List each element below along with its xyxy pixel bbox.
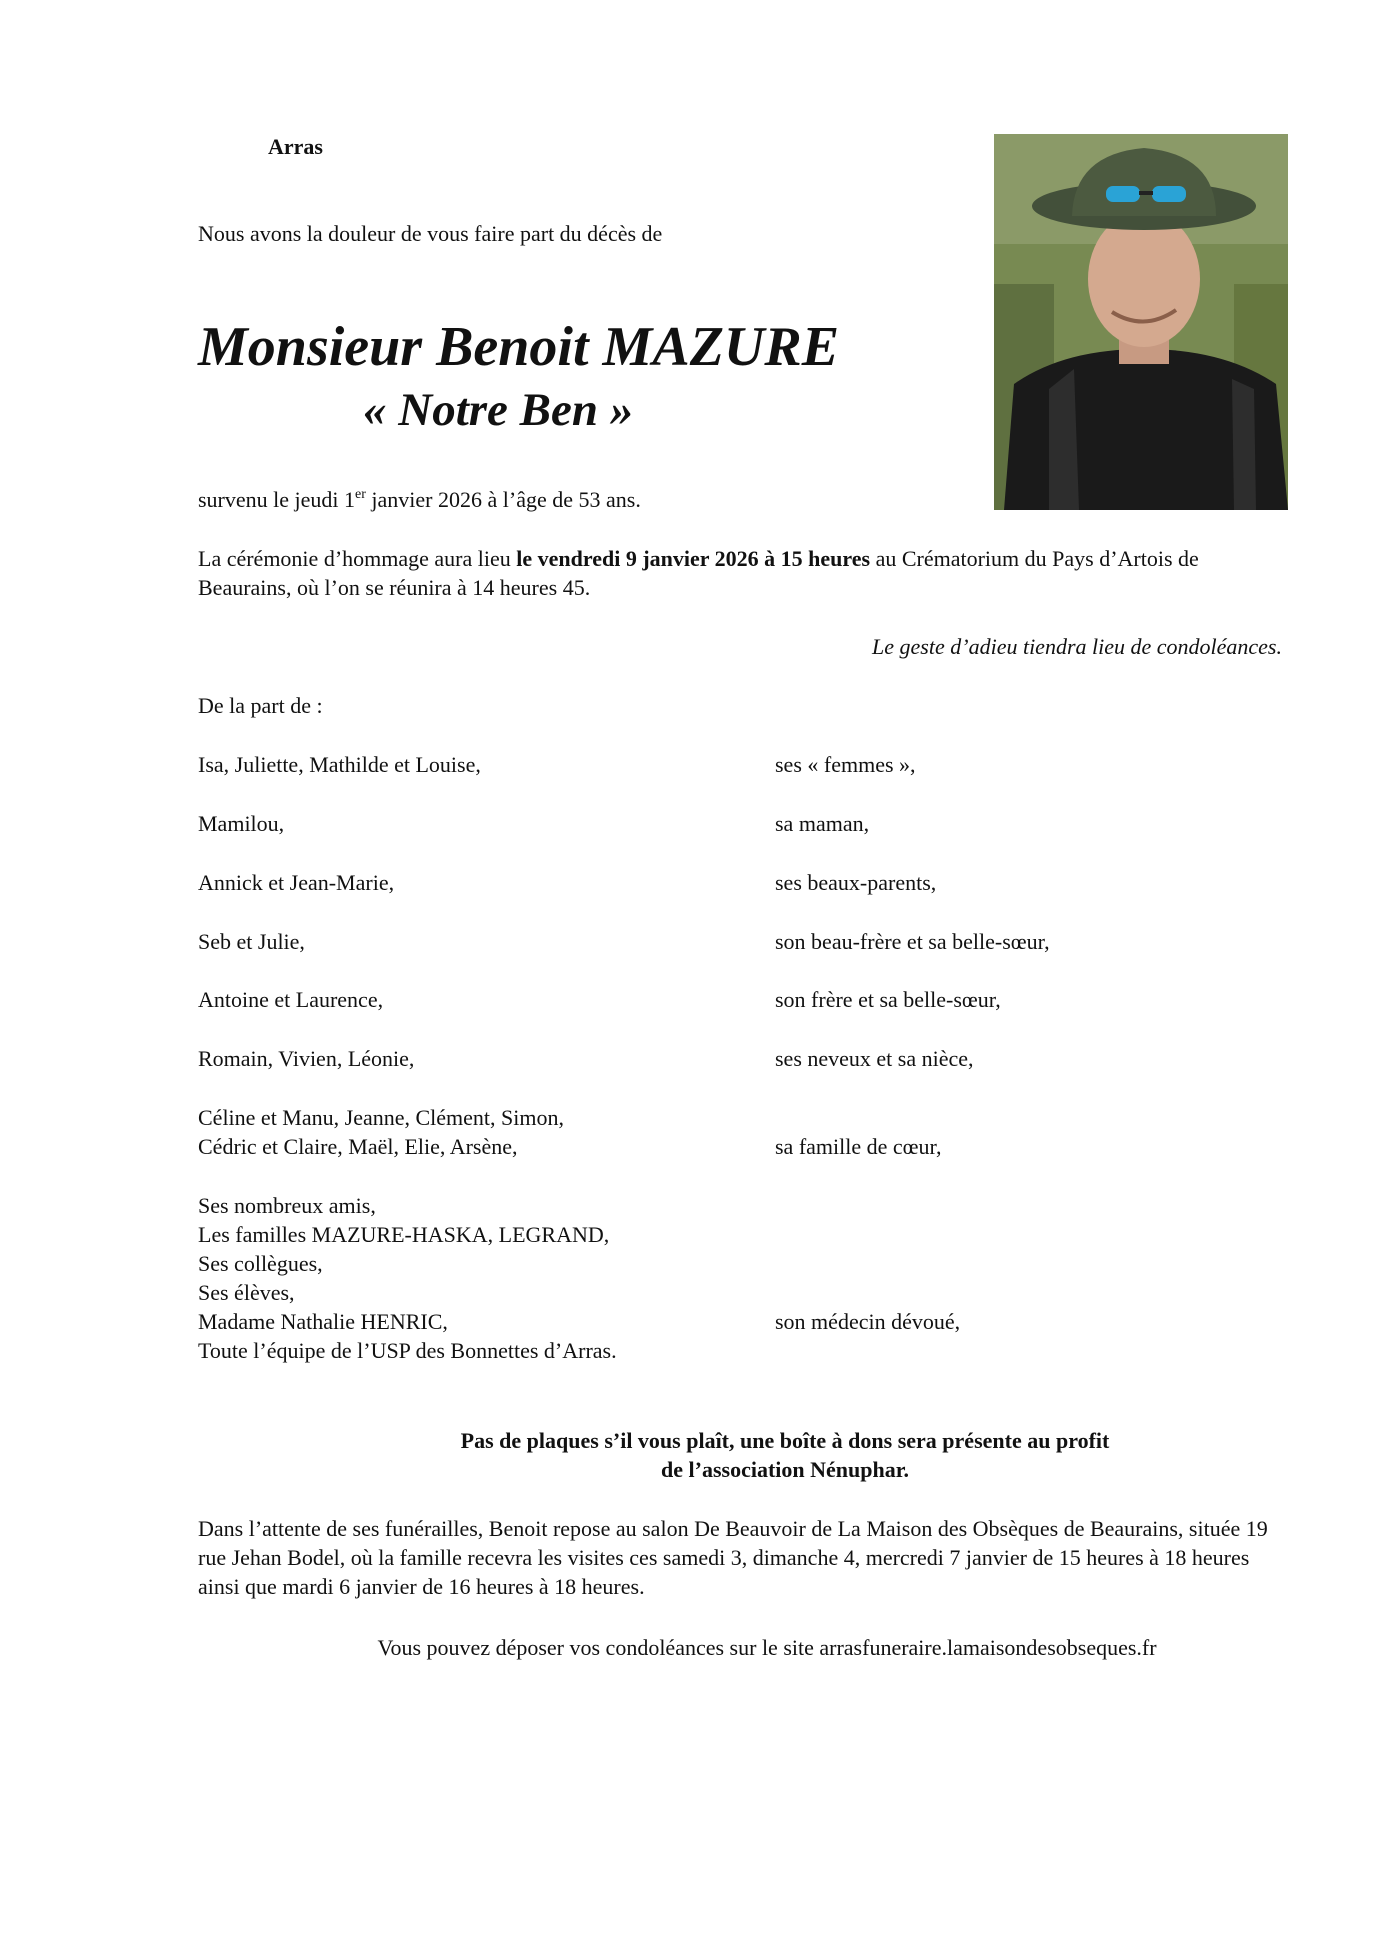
condolences-site: Vous pouvez déposer vos condoléances sur le site arrasfuneraire.lamaisondesobseques.fr <box>377 1635 1157 1660</box>
family-who-5-line-0: Romain, Vivien, Léonie, <box>198 1046 415 1071</box>
death-suffix: janvier 2026 à l’âge de 53 ans. <box>365 487 641 512</box>
donation-line-1: Pas de plaques s’il vous plaît, une boîte à dons sera présente au profit <box>460 1428 1110 1453</box>
portrait-photo <box>994 134 1288 510</box>
family-rel-6: sa famille de cœur, <box>775 1134 942 1159</box>
family-who-1-line-0: Mamilou, <box>198 811 285 836</box>
family-who-4-line-0: Antoine et Laurence, <box>198 987 384 1012</box>
family-who-7-line-3: Ses élèves, <box>198 1280 295 1305</box>
family-who-6-line-0: Céline et Manu, Jeanne, Clément, Simon, <box>198 1105 564 1130</box>
ceremony-suffix: au Crématorium du Pays d’Artois de Beaurains, où l’on se réunira à 14 heures 45. <box>198 546 1199 600</box>
death-prefix: survenu le jeudi 1 <box>198 487 356 512</box>
family-rel-4: son frère et sa belle-sœur, <box>775 987 1001 1012</box>
death-notice <box>198 485 641 514</box>
ceremony-prefix: La cérémonie d’hommage aura lieu <box>198 546 517 571</box>
family-rel-2: ses beaux-parents, <box>775 870 937 895</box>
family-rel-7: son médecin dévoué, <box>775 1309 961 1334</box>
portrait-illustration <box>994 134 1288 510</box>
ceremony-info <box>198 544 1253 602</box>
deceased-name: Monsieur Benoit MAZURE <box>198 316 840 378</box>
death-ordinal: er <box>355 486 366 502</box>
announcement-intro: Nous avons la douleur de vous faire part du décès de <box>198 221 663 246</box>
family-who-2-line-0: Annick et Jean-Marie, <box>198 870 395 895</box>
city-heading: Arras <box>268 134 323 159</box>
ceremony-date: le vendredi 9 janvier 2026 à 15 heures <box>516 546 871 571</box>
family-who-7-line-0: Ses nombreux amis, <box>198 1193 376 1218</box>
funeral-visits: Dans l’attente de ses funérailles, Benoit repose au salon De Beauvoir de La Maison des Obsèques de Beaurains, située 19 rue Jehan Bodel, où la famille recevra les visites ces samedi 3, dimanche 4, mercredi 7 janvier de 15 heures à 18 heures ainsi que mardi 6 janvier de 16 heures à 18 heures. <box>198 1516 1268 1599</box>
family-who-0-line-0: Isa, Juliette, Mathilde et Louise, <box>198 752 481 777</box>
family-who-6-line-1: Cédric et Claire, Maël, Elie, Arsène, <box>198 1134 518 1159</box>
family-who-7-line-5: Toute l’équipe de l’USP des Bonnettes d’Arras. <box>198 1338 617 1363</box>
family-who-7-line-4: Madame Nathalie HENRIC, <box>198 1309 448 1334</box>
donation-line-2: de l’association Nénuphar. <box>661 1457 909 1482</box>
family-rel-0: ses « femmes », <box>775 752 916 777</box>
family-who-7-line-2: Ses collègues, <box>198 1251 323 1276</box>
family-who-7-line-1: Les familles MAZURE-HASKA, LEGRAND, <box>198 1222 610 1247</box>
family-who-3-line-0: Seb et Julie, <box>198 929 305 954</box>
deceased-nickname: « Notre Ben » <box>363 384 634 436</box>
family-rel-1: sa maman, <box>775 811 870 836</box>
family-rel-5: ses neveux et sa nièce, <box>775 1046 974 1071</box>
from-label: De la part de : <box>198 693 323 718</box>
family-rel-3: son beau-frère et sa belle-sœur, <box>775 929 1050 954</box>
donation-note <box>0 1426 1378 1484</box>
condolences-note: Le geste d’adieu tiendra lieu de condoléances. <box>872 634 1282 659</box>
